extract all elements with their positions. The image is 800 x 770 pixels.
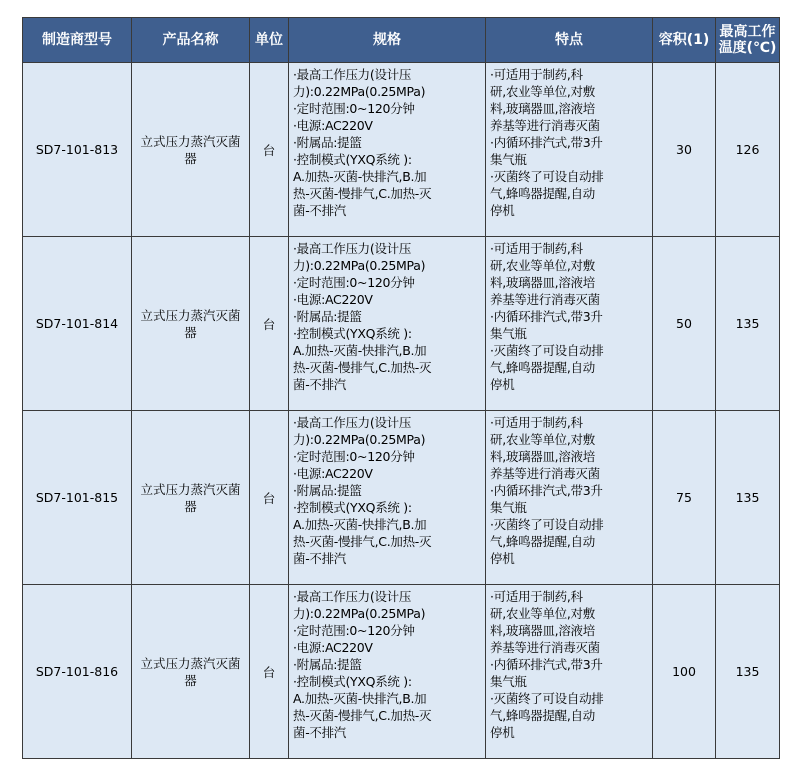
spec-line: ·定时范围:0~120分钟	[293, 275, 415, 290]
capacity-cell: 30	[653, 63, 716, 237]
features-cell	[486, 237, 653, 411]
unit-cell: 台	[250, 237, 289, 411]
model-cell: SD7-101-816	[23, 585, 132, 759]
spec-line: ·附属品:提篮	[293, 657, 362, 672]
feature-line: ·灭菌终了可设自动排	[490, 343, 604, 358]
table-row	[23, 63, 780, 237]
header-features: 特点	[486, 18, 653, 63]
spec-line: 力):0.22MPa(0.25MPa)	[293, 84, 426, 99]
spec-line: A.加热-灭菌-快排汽,B.加	[293, 517, 427, 532]
feature-line: 集气瓶	[490, 326, 527, 341]
feature-line: 气,蜂鸣器提醒,自动	[490, 360, 595, 375]
feature-line: 养基等进行消毒灭菌	[490, 466, 600, 481]
feature-line: ·内循环排汽式,带3升	[490, 483, 603, 498]
spec-line: ·控制模式(YXQ系统 ):	[293, 674, 412, 689]
spec-line: ·电源:AC220V	[293, 118, 373, 133]
feature-line: 集气瓶	[490, 500, 527, 515]
table-row	[23, 237, 780, 411]
spec-line: 菌-不排汽	[293, 203, 347, 218]
capacity-cell: 100	[653, 585, 716, 759]
spec-line: ·最高工作压力(设计压	[293, 67, 412, 82]
spec-line: 力):0.22MPa(0.25MPa)	[293, 258, 426, 273]
spec-line: ·定时范围:0~120分钟	[293, 449, 415, 464]
table-row	[23, 585, 780, 759]
model-cell: SD7-101-815	[23, 411, 132, 585]
product-name-cell: 立式压力蒸汽灭菌器	[132, 411, 250, 585]
feature-line: 停机	[490, 203, 515, 218]
spec-line: A.加热-灭菌-快排汽,B.加	[293, 691, 427, 706]
feature-line: ·可适用于制药,科	[490, 241, 583, 256]
feature-line: 研,农业等单位,对敷	[490, 606, 595, 621]
feature-line: ·灭菌终了可设自动排	[490, 517, 604, 532]
spec-line: A.加热-灭菌-快排汽,B.加	[293, 169, 427, 184]
spec-cell	[289, 585, 486, 759]
feature-line: 养基等进行消毒灭菌	[490, 118, 600, 133]
product-name-cell: 立式压力蒸汽灭菌器	[132, 237, 250, 411]
feature-line: ·内循环排汽式,带3升	[490, 657, 603, 672]
header-product-name: 产品名称	[132, 18, 250, 63]
feature-line: ·可适用于制药,科	[490, 67, 583, 82]
spec-line: 热-灭菌-慢排气,C.加热-灭	[293, 186, 432, 201]
max-temp-cell: 135	[716, 237, 780, 411]
spec-line: 热-灭菌-慢排气,C.加热-灭	[293, 708, 432, 723]
spec-line: ·电源:AC220V	[293, 640, 373, 655]
feature-line: ·内循环排汽式,带3升	[490, 309, 603, 324]
features-cell	[486, 63, 653, 237]
spec-line: 菌-不排汽	[293, 725, 347, 740]
feature-line: 养基等进行消毒灭菌	[490, 292, 600, 307]
feature-line: 料,玻璃器皿,溶液培	[490, 449, 595, 464]
product-name-cell: 立式压力蒸汽灭菌器	[132, 585, 250, 759]
feature-line: ·灭菌终了可设自动排	[490, 169, 604, 184]
spec-line: 力):0.22MPa(0.25MPa)	[293, 432, 426, 447]
spec-line: ·附属品:提篮	[293, 483, 362, 498]
feature-line: 停机	[490, 377, 515, 392]
spec-line: 热-灭菌-慢排气,C.加热-灭	[293, 360, 432, 375]
header-row	[23, 18, 780, 63]
feature-line: 养基等进行消毒灭菌	[490, 640, 600, 655]
feature-line: 停机	[490, 551, 515, 566]
feature-line: 料,玻璃器皿,溶液培	[490, 275, 595, 290]
header-capacity: 容积(1)	[653, 18, 716, 63]
product-spec-table	[22, 17, 780, 759]
features-cell	[486, 411, 653, 585]
spec-line: ·控制模式(YXQ系统 ):	[293, 500, 412, 515]
spec-line: ·电源:AC220V	[293, 292, 373, 307]
header-unit: 单位	[250, 18, 289, 63]
spec-line: ·最高工作压力(设计压	[293, 589, 412, 604]
table-row	[23, 411, 780, 585]
spec-line: ·附属品:提篮	[293, 309, 362, 324]
max-temp-cell: 135	[716, 585, 780, 759]
table-body	[23, 63, 780, 759]
features-cell	[486, 585, 653, 759]
feature-line: 停机	[490, 725, 515, 740]
spec-line: ·定时范围:0~120分钟	[293, 101, 415, 116]
header-spec: 规格	[289, 18, 486, 63]
feature-line: 气,蜂鸣器提醒,自动	[490, 186, 595, 201]
feature-line: 研,农业等单位,对敷	[490, 432, 595, 447]
header-max-temp-line2: 温度(℃)	[718, 40, 777, 56]
spec-line: ·附属品:提篮	[293, 135, 362, 150]
spec-line: ·最高工作压力(设计压	[293, 415, 412, 430]
spec-line: 热-灭菌-慢排气,C.加热-灭	[293, 534, 432, 549]
feature-line: ·可适用于制药,科	[490, 589, 583, 604]
capacity-cell: 50	[653, 237, 716, 411]
feature-line: 研,农业等单位,对敷	[490, 258, 595, 273]
spec-line: 力):0.22MPa(0.25MPa)	[293, 606, 426, 621]
table-header	[23, 18, 780, 63]
model-cell: SD7-101-813	[23, 63, 132, 237]
spec-cell	[289, 63, 486, 237]
unit-cell: 台	[250, 585, 289, 759]
spec-line: 菌-不排汽	[293, 377, 347, 392]
feature-line: ·灭菌终了可设自动排	[490, 691, 604, 706]
spec-line: ·定时范围:0~120分钟	[293, 623, 415, 638]
spec-line: A.加热-灭菌-快排汽,B.加	[293, 343, 427, 358]
feature-line: ·内循环排汽式,带3升	[490, 135, 603, 150]
feature-line: 气,蜂鸣器提醒,自动	[490, 534, 595, 549]
spec-cell	[289, 411, 486, 585]
max-temp-cell: 135	[716, 411, 780, 585]
spec-line: ·控制模式(YXQ系统 ):	[293, 152, 412, 167]
capacity-cell: 75	[653, 411, 716, 585]
header-model: 制造商型号	[23, 18, 132, 63]
feature-line: ·可适用于制药,科	[490, 415, 583, 430]
model-cell: SD7-101-814	[23, 237, 132, 411]
feature-line: 料,玻璃器皿,溶液培	[490, 101, 595, 116]
feature-line: 集气瓶	[490, 674, 527, 689]
header-max-temp	[716, 18, 780, 63]
spec-line: ·电源:AC220V	[293, 466, 373, 481]
spec-line: 菌-不排汽	[293, 551, 347, 566]
feature-line: 气,蜂鸣器提醒,自动	[490, 708, 595, 723]
unit-cell: 台	[250, 411, 289, 585]
feature-line: 料,玻璃器皿,溶液培	[490, 623, 595, 638]
unit-cell: 台	[250, 63, 289, 237]
spec-cell	[289, 237, 486, 411]
spec-line: ·最高工作压力(设计压	[293, 241, 412, 256]
max-temp-cell: 126	[716, 63, 780, 237]
feature-line: 集气瓶	[490, 152, 527, 167]
spec-line: ·控制模式(YXQ系统 ):	[293, 326, 412, 341]
product-name-cell: 立式压力蒸汽灭菌器	[132, 63, 250, 237]
feature-line: 研,农业等单位,对敷	[490, 84, 595, 99]
header-max-temp-line1: 最高工作	[719, 24, 776, 40]
